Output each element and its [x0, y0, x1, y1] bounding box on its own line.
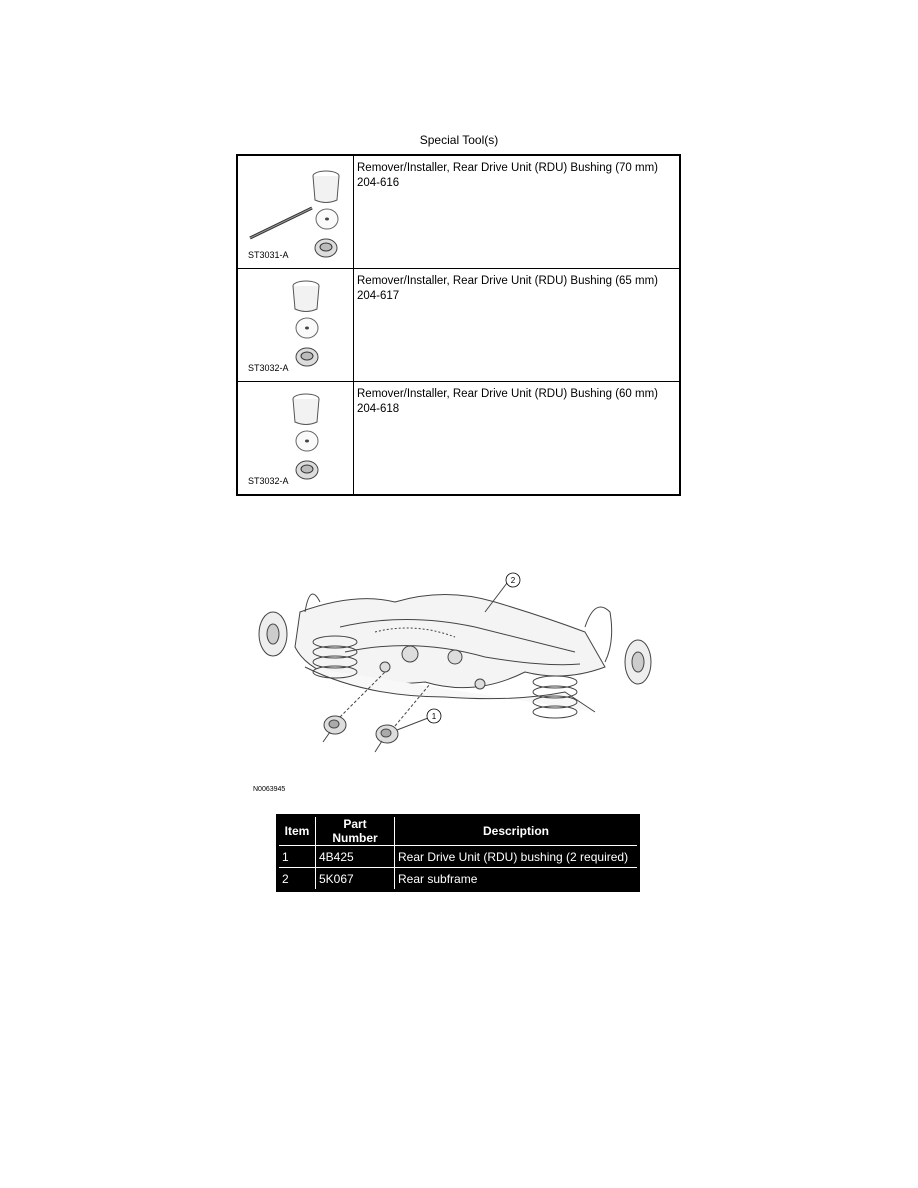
part-number-cell: 5K067	[316, 868, 395, 891]
rdu-bushing-right-icon	[376, 725, 398, 743]
callout-label: 1	[431, 712, 437, 721]
tool-description-cell	[354, 155, 681, 269]
description-cell: Rear subframe	[395, 868, 639, 891]
tool-name: Remover/Installer, Rear Drive Unit (RDU) Bushing (65 mm)	[357, 275, 658, 287]
tool-name: Remover/Installer, Rear Drive Unit (RDU) Bushing (70 mm)	[357, 162, 658, 174]
table-row	[237, 382, 680, 496]
item-cell: 1	[278, 846, 316, 868]
rear-subframe-illustration	[245, 572, 675, 764]
tool-image-cell	[237, 269, 354, 382]
tool-number: 204-617	[357, 290, 400, 302]
item-cell: 2	[278, 868, 316, 891]
tool-name: Remover/Installer, Rear Drive Unit (RDU) Bushing (60 mm)	[357, 388, 658, 400]
tool-description-cell	[354, 269, 681, 382]
part-number-cell: 4B425	[316, 846, 395, 868]
special-tools-table	[236, 154, 681, 496]
callout-1	[427, 709, 441, 723]
tool-code: ST3031-A	[248, 250, 289, 260]
special-tools-caption: Special Tool(s)	[419, 133, 499, 147]
callout-2	[506, 573, 520, 587]
callout-label: 2	[510, 576, 516, 585]
tool-number: 204-616	[357, 177, 400, 189]
tool-image-cell	[237, 382, 354, 496]
column-header-description: Description	[395, 816, 639, 846]
tool-code: ST3032-A	[248, 363, 289, 373]
table-row	[278, 846, 639, 868]
table-row	[237, 269, 680, 382]
tool-number: 204-618	[357, 403, 400, 415]
column-header-part-number: Part Number	[316, 816, 395, 846]
parts-table	[276, 814, 640, 892]
description-cell: Rear Drive Unit (RDU) bushing (2 required)	[395, 846, 639, 868]
illustration-id: N0063945	[253, 786, 286, 793]
tool-description-cell	[354, 382, 681, 496]
table-row	[237, 155, 680, 269]
rdu-bushing-left-icon	[324, 716, 346, 734]
tool-image-cell	[237, 155, 354, 269]
column-header-item: Item	[278, 816, 316, 846]
tool-code: ST3032-A	[248, 476, 289, 486]
table-header-row	[278, 816, 639, 846]
table-row	[278, 868, 639, 891]
